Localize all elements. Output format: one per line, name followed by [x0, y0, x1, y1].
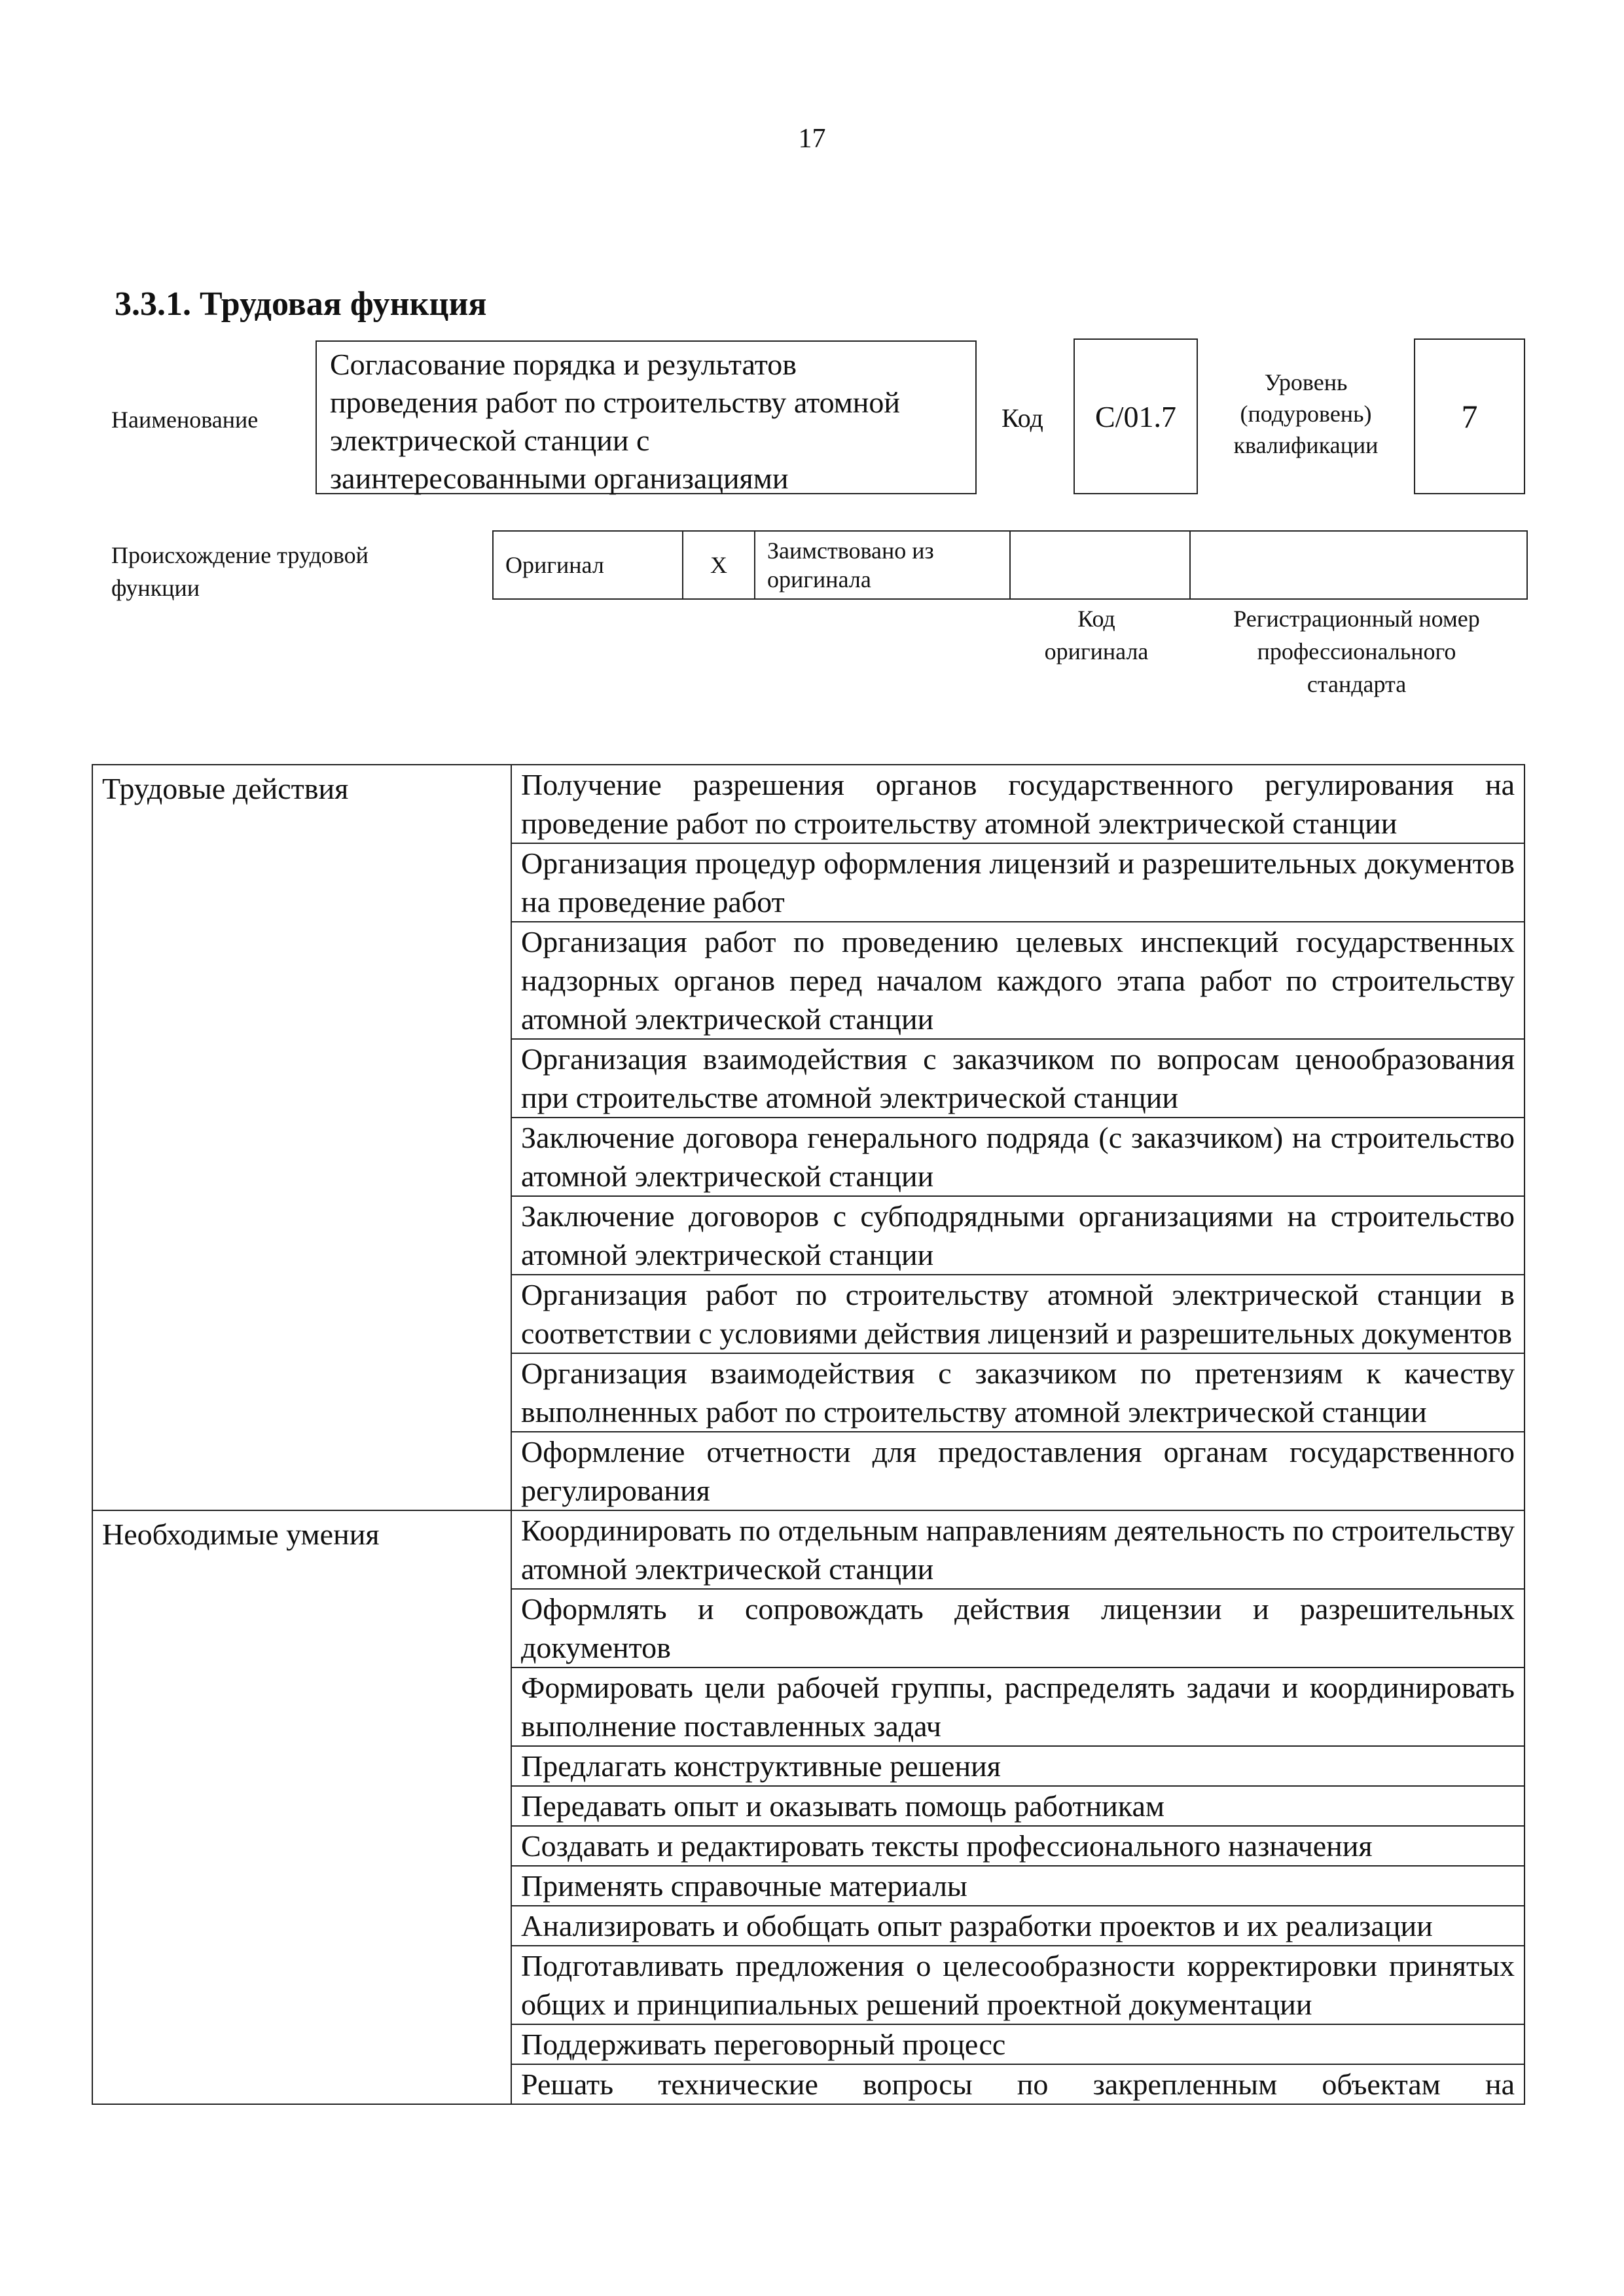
level-label-line: квалификации [1233, 432, 1379, 458]
function-name-line: Согласование порядка и результатов [330, 348, 797, 381]
origin-label [111, 539, 369, 604]
level-label [1214, 367, 1398, 461]
caption-line: профессионального [1257, 638, 1456, 665]
table-cell: Оформлять и сопровождать действия лицензии и разрешительных документов [511, 1589, 1525, 1667]
table-cell: Организация взаимодействия с заказчиком по вопросам ценообразования при строительстве атомной электрической станции [511, 1039, 1525, 1118]
caption-line: оригинала [1044, 638, 1149, 665]
name-label: Наименование [111, 407, 259, 433]
origin-label-line: Происхождение трудовой [111, 542, 369, 568]
table-cell: Организация процедур оформления лицензий и разрешительных документов на проведение работ [511, 843, 1525, 922]
borrowed-line: Заимствовано из [767, 538, 934, 564]
registration-number-cell [1190, 531, 1527, 599]
function-name-line: заинтересованными организациями [330, 462, 789, 495]
level-label-line: (подуровень) [1240, 401, 1372, 427]
table-cell: Предлагать конструктивные решения [511, 1746, 1525, 1786]
code-label: Код [1001, 403, 1043, 433]
original-code-cell [1010, 531, 1190, 599]
page-number: 17 [798, 124, 826, 154]
borrowed-cell [755, 531, 1010, 599]
table-cell: Решать технические вопросы по закрепленным объектам на [511, 2064, 1525, 2104]
table-cell: Создавать и редактировать тексты профессионального назначения [511, 1826, 1525, 1866]
origin-table [492, 530, 1528, 600]
borrowed-line: оригинала [767, 566, 871, 592]
table-cell: Подготавливать предложения о целесообразности корректировки принятых общих и принципиальных решений проектной документации [511, 1946, 1525, 2024]
table-cell: Поддерживать переговорный процесс [511, 2024, 1525, 2064]
level-value: 7 [1414, 338, 1525, 494]
caption-line: Код [1077, 606, 1115, 632]
function-name-line: проведения работ по строительству атомной [330, 386, 901, 419]
table-cell: Заключение договора генерального подряда (с заказчиком) на строительство атомной электрической станции [511, 1118, 1525, 1196]
function-name-box [316, 340, 977, 494]
code-value: С/01.7 [1074, 338, 1198, 494]
table-row [92, 765, 1525, 843]
section-title-required-skills: Необходимые умения [92, 1510, 511, 2104]
table-cell: Организация взаимодействия с заказчиком по претензиям к качеству выполненных работ по строительству атомной электрической станции [511, 1353, 1525, 1432]
table-cell: Координировать по отдельным направлениям деятельность по строительству атомной электрической станции [511, 1510, 1525, 1589]
table-cell: Заключение договоров с субподрядными организациями на строительство атомной электрической станции [511, 1196, 1525, 1275]
function-details-table [92, 764, 1525, 2105]
caption-line: Регистрационный номер [1233, 606, 1480, 632]
table-cell: Организация работ по строительству атомной электрической станции в соответствии с условиями действия лицензий и разрешительных документов [511, 1275, 1525, 1353]
section-title: 3.3.1. Трудовая функция [115, 285, 487, 323]
registration-number-caption [1188, 602, 1525, 701]
origin-label-line: функции [111, 575, 200, 601]
section-title-labor-actions: Трудовые действия [92, 765, 511, 1510]
table-cell: Организация работ по проведению целевых инспекций государственных надзорных органов перед началом каждого этапа работ по строительству атомной электрической станции [511, 922, 1525, 1039]
original-cell: Оригинал [493, 531, 683, 599]
level-label-line: Уровень [1264, 369, 1348, 395]
table-cell: Формировать цели рабочей группы, распределять задачи и координировать выполнение поставленных задач [511, 1667, 1525, 1746]
table-cell: Применять справочные материалы [511, 1866, 1525, 1906]
original-code-caption [1024, 602, 1168, 668]
caption-line: стандарта [1307, 671, 1407, 697]
table-cell: Получение разрешения органов государственного регулирования на проведение работ по строительству атомной электрической станции [511, 765, 1525, 843]
table-cell: Передавать опыт и оказывать помощь работникам [511, 1786, 1525, 1826]
table-cell: Оформление отчетности для предоставления органам государственного регулирования [511, 1432, 1525, 1510]
original-mark: X [683, 531, 755, 599]
table-row [92, 1510, 1525, 1589]
table-cell: Анализировать и обобщать опыт разработки проектов и их реализации [511, 1906, 1525, 1946]
function-name-line: электрической станции с [330, 424, 650, 457]
